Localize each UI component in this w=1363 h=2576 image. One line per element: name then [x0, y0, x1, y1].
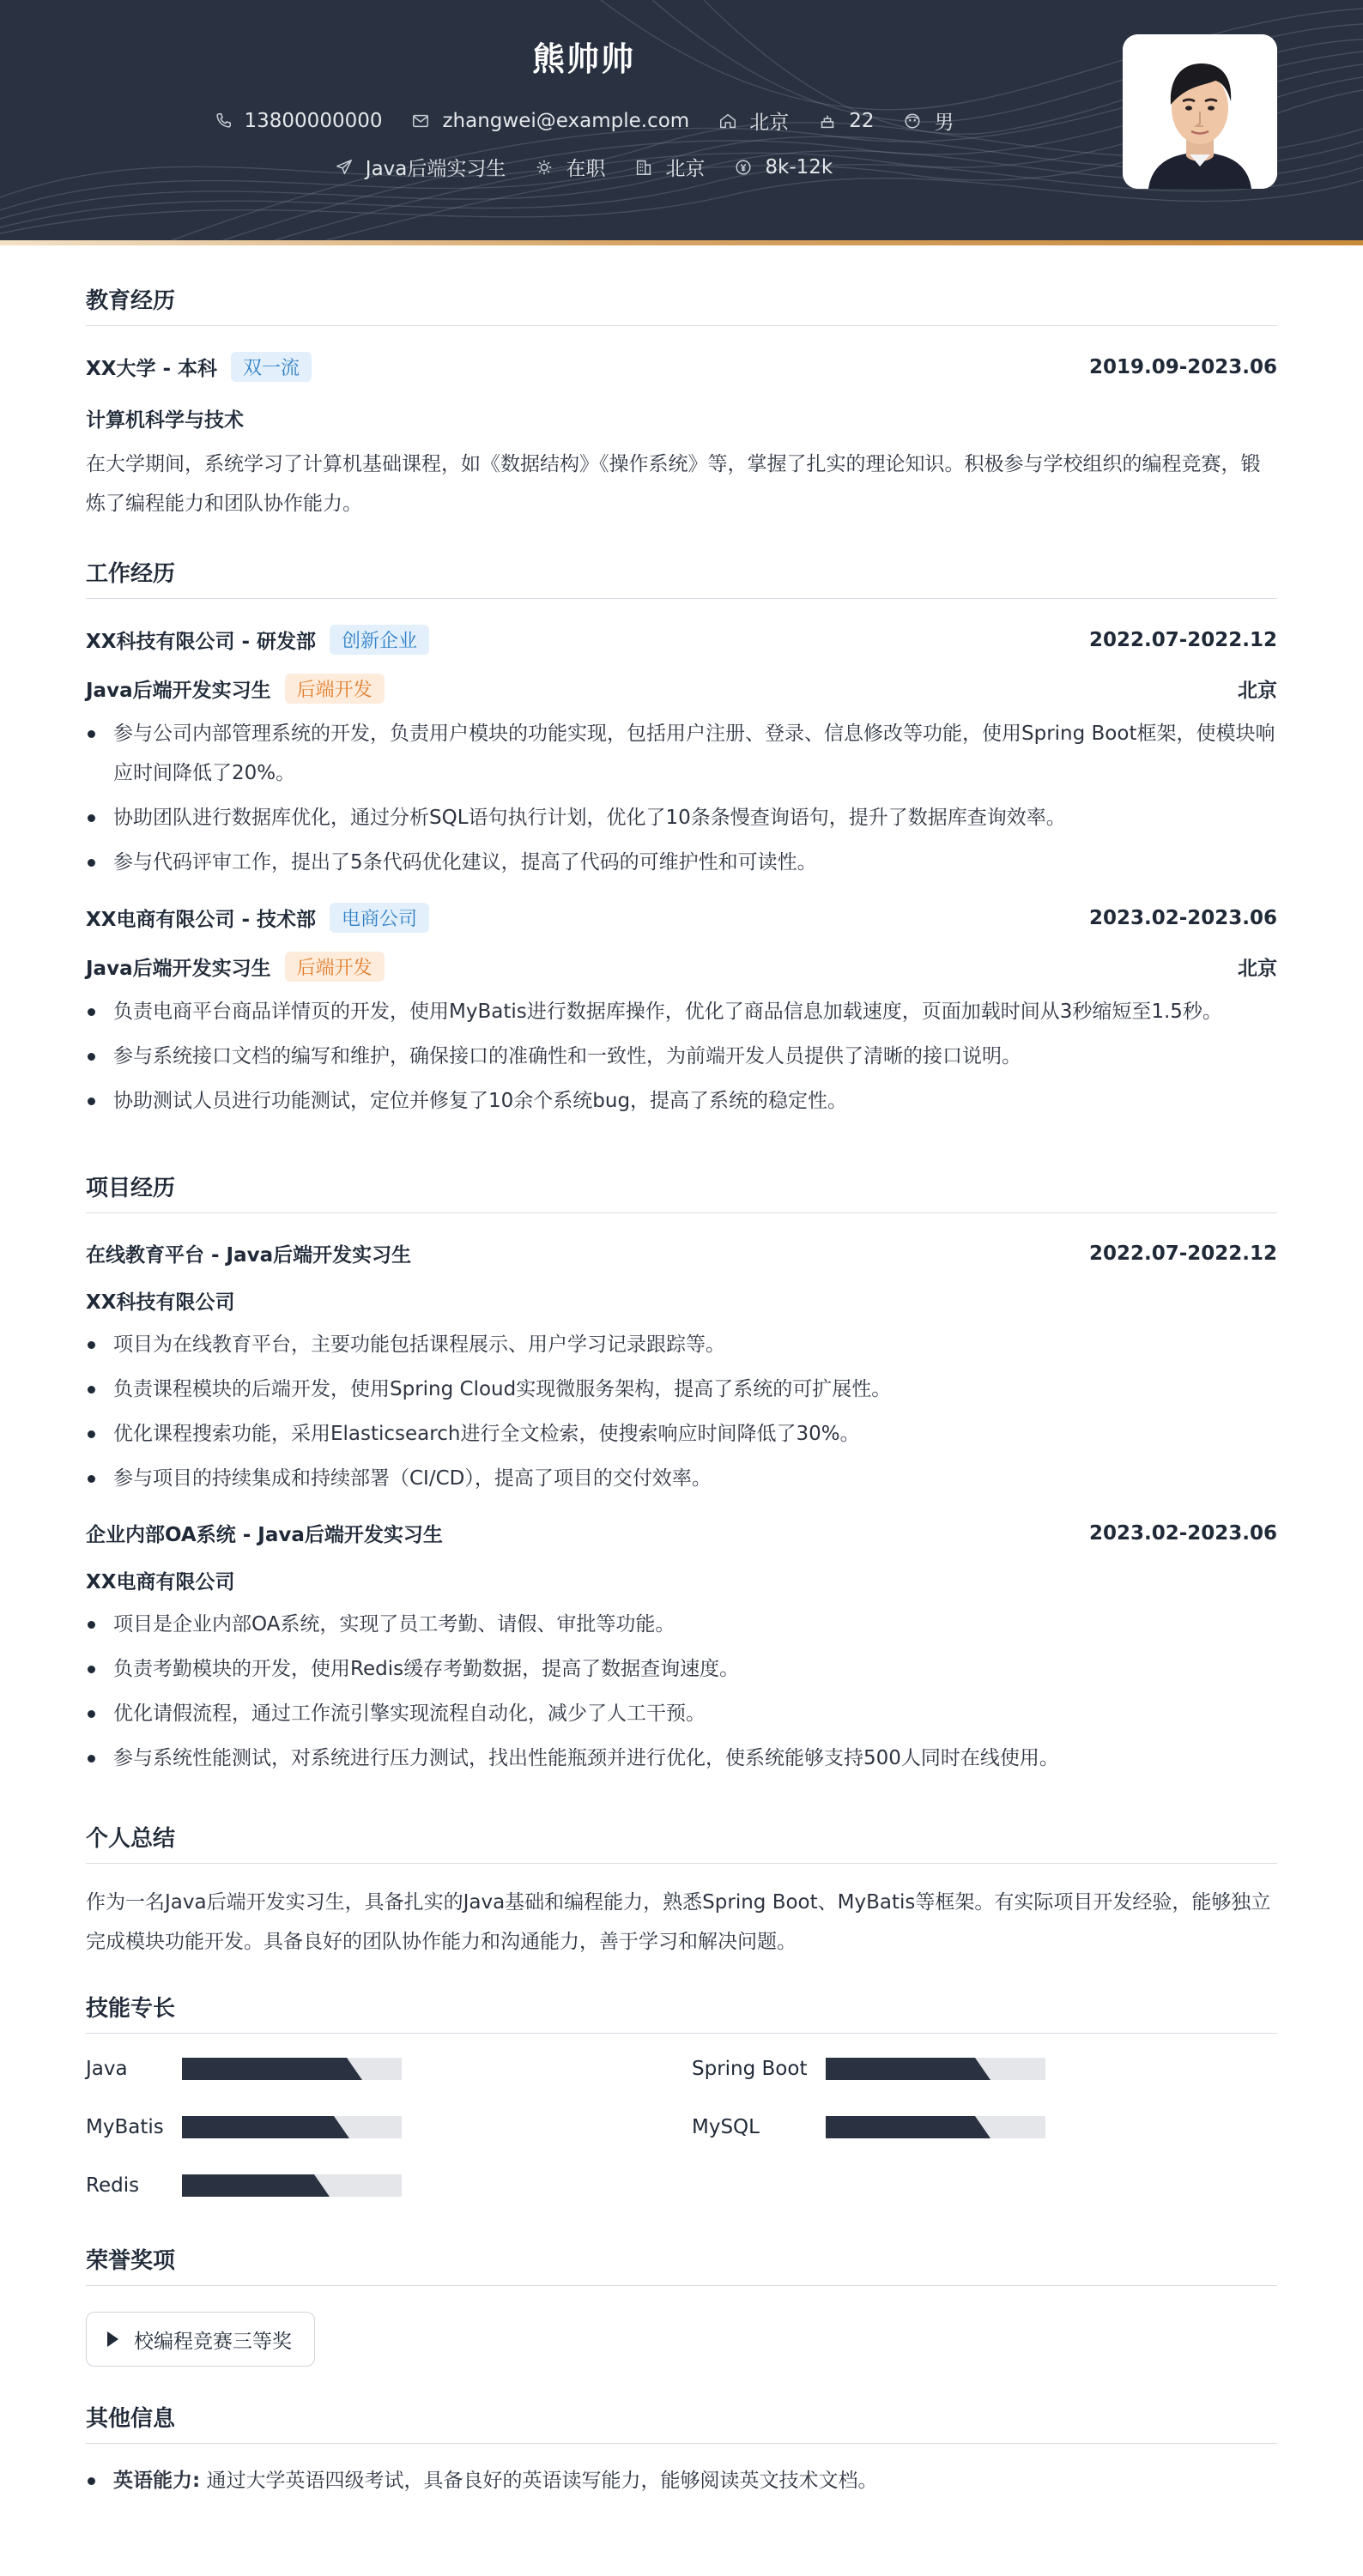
company-tag: 创新企业	[330, 625, 429, 655]
home-icon	[718, 112, 737, 130]
work-bullets	[86, 992, 1277, 1121]
phone-item[interactable]	[214, 110, 383, 132]
skills-section	[86, 1991, 1277, 2236]
company-name: XX电商有限公司 - 技术部	[86, 909, 317, 931]
education-header-row	[86, 352, 1277, 382]
list-item: 参与项目的持续集成和持续部署（CI/CD），提高了项目的交付效率。	[86, 1459, 1277, 1498]
project-bullets	[86, 1325, 1277, 1498]
education-section	[86, 283, 1277, 523]
summary-section	[86, 1821, 1277, 1962]
gender-icon	[903, 112, 922, 130]
status-icon	[535, 158, 554, 177]
skill-name: Redis	[86, 2174, 140, 2197]
job-intent-row	[0, 153, 1167, 181]
skill-level-fill	[826, 2116, 990, 2138]
skills-title: 技能专长	[86, 1991, 1277, 2034]
role-name: Java后端开发实习生	[86, 958, 271, 980]
list-item: 参与系统接口文档的编写和维护，确保接口的准确性和一致性，为前端开发人员提供了清晰的接口说明。	[86, 1037, 1277, 1076]
project-company: XX科技有限公司	[86, 1291, 235, 1314]
project-header-row	[86, 1239, 1277, 1267]
list-item: 负责课程模块的后端开发，使用Spring Cloud实现微服务架构，提高了系统的可扩展性。	[86, 1370, 1277, 1409]
salary-item	[734, 156, 833, 178]
awards-title: 荣誉奖项	[86, 2243, 1277, 2286]
send-icon	[335, 158, 354, 177]
gender-text: 男	[934, 112, 954, 134]
resume-body	[86, 245, 1277, 2500]
work-role-row	[86, 674, 1277, 704]
skill-item	[86, 2173, 402, 2198]
project-bullets	[86, 1605, 1277, 1778]
skill-item	[86, 2056, 402, 2082]
other-section	[86, 2401, 1277, 2500]
skill-item	[692, 2114, 1136, 2140]
portrait-photo	[1123, 34, 1277, 189]
skills-grid	[86, 2056, 1277, 2236]
resume-header	[0, 0, 1363, 240]
skill-level-fill	[182, 2116, 349, 2138]
gender-item	[903, 106, 954, 135]
location-text: 北京	[749, 112, 790, 134]
target-city-text: 北京	[665, 158, 706, 180]
work-period: 2023.02-2023.06	[1088, 906, 1277, 929]
skill-level-bar	[826, 2116, 1045, 2138]
skill-level-fill	[182, 2174, 330, 2197]
work-section	[86, 556, 1277, 1121]
skill-name: MyBatis	[86, 2116, 164, 2138]
work-city: 北京	[1238, 958, 1277, 980]
avatar	[1123, 34, 1277, 189]
work-city: 北京	[1238, 680, 1277, 702]
school-tag: 双一流	[231, 352, 312, 382]
list-item: 协助团队进行数据库优化，通过分析SQL语句执行计划，优化了10条条慢查询语句，提升了数据库查询效率。	[86, 798, 1277, 838]
mail-icon	[411, 112, 430, 130]
skill-name: Java	[86, 2058, 128, 2080]
role-tag: 后端开发	[285, 674, 385, 704]
age-icon	[818, 112, 837, 130]
other-title: 其他信息	[86, 2401, 1277, 2444]
target-city-item	[634, 153, 705, 181]
work-period: 2022.07-2022.12	[1088, 628, 1277, 651]
work-bullets	[86, 714, 1277, 882]
phone-text: 13800000000	[244, 109, 383, 132]
project-item	[86, 1519, 1277, 1778]
company-tag: 电商公司	[330, 903, 429, 933]
contact-row	[0, 106, 1167, 135]
summary-title: 个人总结	[86, 1821, 1277, 1864]
project-name: 在线教育平台 - Java后端开发实习生	[86, 1244, 412, 1267]
list-item: 参与公司内部管理系统的开发，负责用户模块的功能实现，包括用户注册、登录、信息修改等功能，使用Spring Boot框架，使模块响应时间降低了20%。	[86, 714, 1277, 793]
skill-level-fill	[182, 2058, 362, 2080]
project-period: 2023.02-2023.06	[1088, 1521, 1277, 1545]
phone-icon	[214, 112, 233, 130]
work-status-item	[535, 153, 605, 181]
role-name: Java后端开发实习生	[86, 680, 271, 702]
list-item: 协助测试人员进行功能测试，定位并修复了10余个系统bug，提高了系统的稳定性。	[86, 1081, 1277, 1121]
project-header-row	[86, 1519, 1277, 1547]
skill-item	[86, 2114, 402, 2140]
company-name: XX科技有限公司 - 研发部	[86, 631, 317, 653]
award-toggle[interactable]	[86, 2312, 315, 2367]
skill-level-bar	[182, 2174, 402, 2197]
project-period: 2022.07-2022.12	[1088, 1242, 1277, 1265]
salary-icon	[734, 158, 753, 177]
list-item: 负责考勤模块的开发，使用Redis缓存考勤数据，提高了数据查询速度。	[86, 1649, 1277, 1689]
awards-section	[86, 2243, 1277, 2367]
education-description: 在大学期间，系统学习了计算机基础课程，如《数据结构》《操作系统》等，掌握了扎实的理论知识。积极参与学校组织的编程竞赛，锻炼了编程能力和团队协作能力。	[86, 453, 1261, 515]
skill-level-bar	[826, 2058, 1045, 2080]
list-item: 项目为在线教育平台，主要功能包括课程展示、用户学习记录跟踪等。	[86, 1325, 1277, 1364]
list-item: 参与系统性能测试，对系统进行压力测试，找出性能瓶颈并进行优化，使系统能够支持500人同时在线使用。	[86, 1738, 1277, 1778]
major-name: 计算机科学与技术	[86, 409, 244, 432]
list-item: 优化请假流程，通过工作流引擎实现流程自动化，减少了人工干预。	[86, 1694, 1277, 1733]
project-name: 企业内部OA系统 - Java后端开发实习生	[86, 1524, 443, 1546]
work-company-row	[86, 903, 1277, 933]
work-company-row	[86, 625, 1277, 655]
skill-item	[692, 2056, 1136, 2082]
award-label: 校编程竞赛三等奖	[134, 2330, 292, 2353]
work-item	[86, 903, 1277, 1121]
salary-text: 8k-12k	[765, 155, 833, 178]
age-item	[818, 110, 874, 132]
list-item: 负责电商平台商品详情页的开发，使用MyBatis进行数据库操作，优化了商品信息加载速度，页面加载时间从3秒缩短至1.5秒。	[86, 992, 1277, 1031]
projects-title: 项目经历	[86, 1170, 1277, 1213]
project-company: XX电商有限公司	[86, 1571, 235, 1593]
age-text: 22	[849, 109, 875, 132]
list-item: 优化课程搜索功能，采用Elasticsearch进行全文检索，使搜索响应时间降低了30%。	[86, 1414, 1277, 1454]
work-status-text: 在职	[566, 158, 606, 180]
target-position-item	[335, 153, 506, 181]
other-item-label: 英语能力:	[113, 2470, 201, 2492]
target-position-text: Java后端实习生	[365, 158, 506, 180]
education-title: 教育经历	[86, 283, 1277, 326]
skill-name: Spring Boot	[692, 2058, 808, 2080]
location-item	[718, 106, 789, 135]
school-name: XX大学 - 本科	[86, 358, 218, 380]
summary-text: 作为一名Java后端开发实习生，具备扎实的Java基础和编程能力，熟悉Spring Boot、MyBatis等框架。有实际项目开发经验，能够独立完成模块功能开发。具备良好的团队协作能力和沟通能力，善于学习和解决问题。	[86, 1891, 1271, 1953]
email-text: zhangwei@example.com	[442, 109, 690, 132]
work-role-row	[86, 952, 1277, 982]
building-icon	[634, 158, 653, 177]
role-tag: 后端开发	[285, 952, 385, 982]
skill-name: MySQL	[692, 2116, 760, 2138]
other-item-text: 通过大学英语四级考试，具备良好的英语读写能力，能够阅读英文技术文档。	[206, 2470, 878, 2492]
work-title: 工作经历	[86, 556, 1277, 599]
skill-level-bar	[182, 2058, 402, 2080]
list-item	[86, 2461, 1277, 2500]
projects-section	[86, 1170, 1277, 1778]
project-item	[86, 1239, 1277, 1498]
list-item: 参与代码评审工作，提出了5条代码优化建议，提高了代码的可维护性和可读性。	[86, 843, 1277, 882]
list-item: 项目是企业内部OA系统，实现了员工考勤、请假、审批等功能。	[86, 1605, 1277, 1644]
skill-level-bar	[182, 2116, 402, 2138]
skill-level-fill	[826, 2058, 990, 2080]
candidate-name: 熊帅帅	[531, 40, 635, 78]
email-item[interactable]	[411, 110, 689, 132]
caret-right-icon	[107, 2331, 118, 2347]
other-list	[86, 2461, 1277, 2500]
work-item	[86, 625, 1277, 882]
education-period: 2019.09-2023.06	[1088, 355, 1277, 378]
